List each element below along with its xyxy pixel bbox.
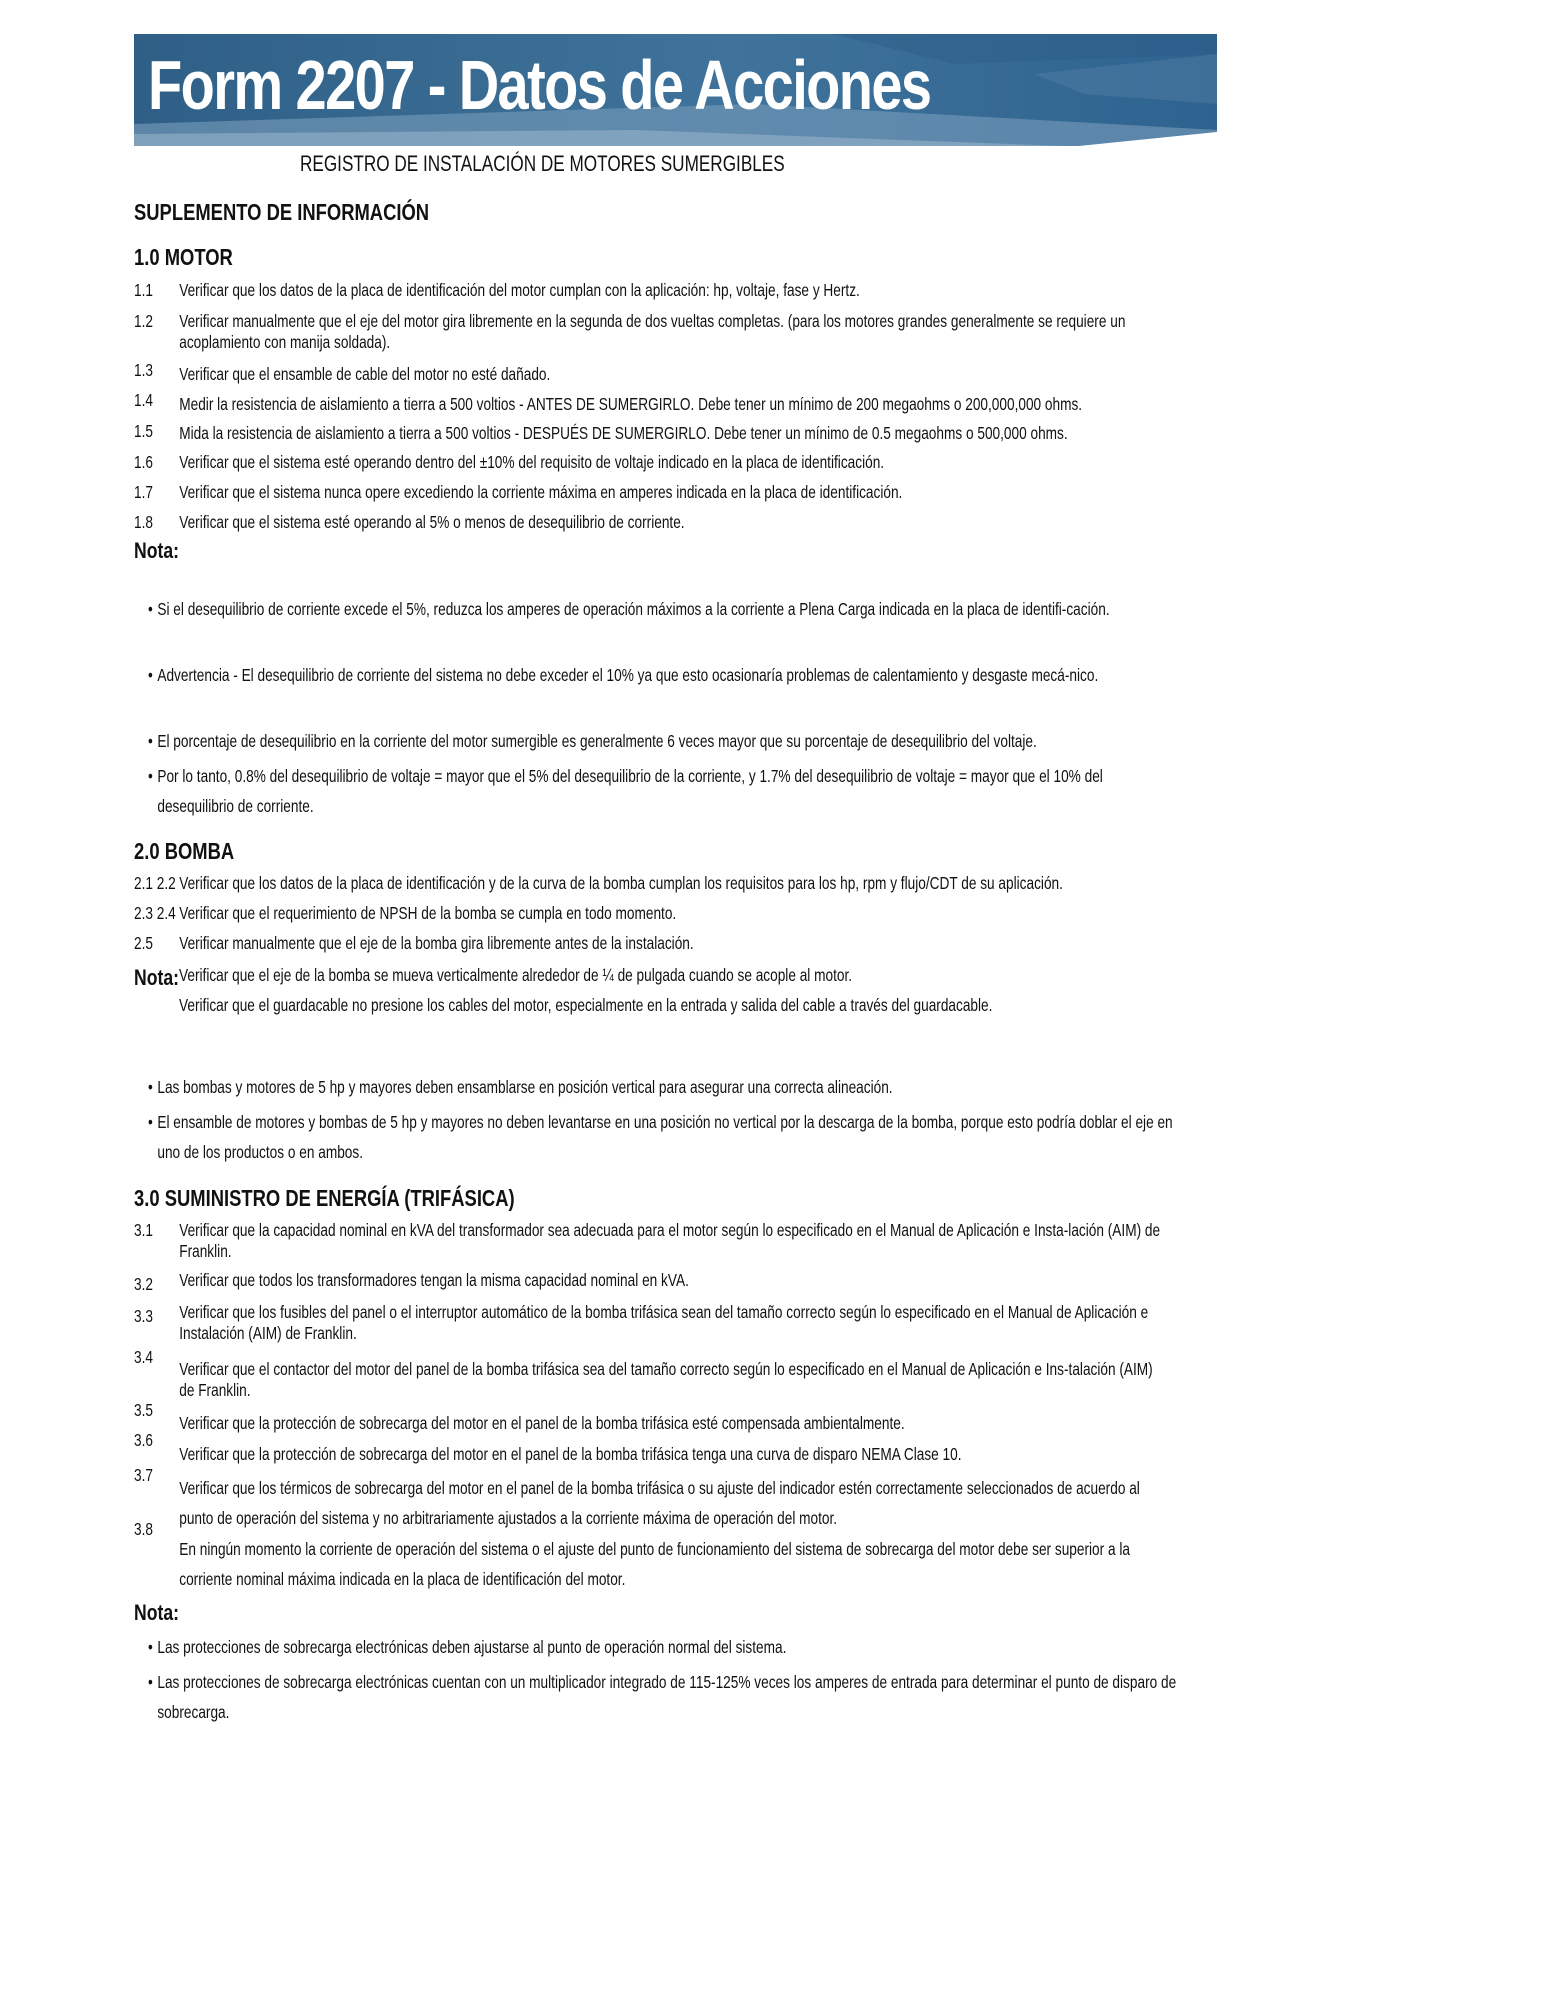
item-text: Verificar que la protección de sobrecarga del motor en el panel de la bomba trifásica tenga una curva de disparo NEMA Clase 10. [179, 1444, 962, 1464]
item-number: 1.2 [134, 311, 153, 331]
item-number: 2.3 2.4 [134, 903, 176, 923]
item-text: Verificar que los datos de la placa de identificación del motor cumplan con la aplicación: hp, voltaje, fase y Hertz. [179, 280, 860, 300]
power-note-label: Nota: [134, 1600, 179, 1625]
pump-check-line: Verificar que el eje de la bomba se mueva verticalmente alrededor de ¼ de pulgada cuando se acople al motor. [179, 965, 853, 985]
item-number: 3.8 [134, 1519, 153, 1539]
note-text: Si el desequilibrio de corriente excede el 5%, reduzca los amperes de operación máximos a la corriente a Plena Carga indicada en la placa de identifi-cación. [157, 599, 1110, 619]
item-number: 3.4 [134, 1347, 153, 1367]
item-text: Mida la resistencia de aislamiento a tierra a 500 voltios - DESPUÉS DE SUMERGIRLO. Debe tener un mínimo de 0.5 megaohms o 500,000 ohms. [179, 423, 1068, 443]
note-text: Advertencia - El desequilibrio de corriente del sistema no debe exceder el 10% ya que esto ocasionaría problemas de calentamiento y desgaste mecá-nico. [157, 665, 1099, 685]
item-number: 3.6 [134, 1430, 153, 1450]
item-text: Verificar manualmente que el eje del motor gira libremente en la segunda de dos vueltas completas. (para los motores grandes generalmente se requiere un acoplamiento con manija soldada). [179, 311, 1126, 352]
note-text: Las protecciones de sobrecarga electrónicas cuentan con un multiplicador integrado de 115-125% veces los amperes de entrada para determinar el punto de disparo de sobrecarga. [157, 1672, 1177, 1722]
item-text: Verificar que la protección de sobrecarga del motor en el panel de la bomba trifásica esté compensada ambientalmente. [179, 1413, 905, 1433]
item-number: 2.5 [134, 933, 153, 953]
form-title: Form 2207 - Datos de Acciones [148, 46, 931, 124]
item-text: Verificar que los fusibles del panel o el interruptor automático de la bomba trifásica sean del tamaño correcto según lo especificado en el Manual de Aplicación e Instalación (AIM) de Franklin. [179, 1302, 1149, 1343]
item-text: Verificar que todos los transformadores tengan la misma capacidad nominal en kVA. [179, 1270, 689, 1290]
note-text: Las bombas y motores de 5 hp y mayores deben ensamblarse en posición vertical para asegurar una correcta alineación. [157, 1077, 893, 1097]
item-text: Medir la resistencia de aislamiento a tierra a 500 voltios - ANTES DE SUMERGIRLO. Debe tener un mínimo de 200 megaohms o 200,000,000 ohms. [179, 394, 1083, 414]
header-banner [134, 34, 1217, 146]
item-text: Verificar que el sistema nunca opere excediendo la corriente máxima en amperes indicada en la placa de identificación. [179, 482, 903, 502]
item-text: Verificar manualmente que el eje de la bomba gira libremente antes de la instalación. [179, 933, 694, 953]
item-number: 1.8 [134, 512, 153, 532]
item-text: Verificar que los térmicos de sobrecarga del motor en el panel de la bomba trifásica o su ajuste del indicador estén correctamente seleccionados de acuerdo al punto de operación del sistema y no arbitrariamente ajustados a la corriente máxima de operación del motor. [179, 1478, 1140, 1528]
item-text: Verificar que los datos de la placa de identificación y de la curva de la bomba cumplan los requisitos para los hp, rpm y flujo/CDT de su aplicación. [179, 873, 1063, 893]
supplement-heading: SUPLEMENTO DE INFORMACIÓN [134, 199, 430, 225]
item-number: 1.6 [134, 452, 153, 472]
pump-note-label: Nota: [134, 965, 179, 990]
motor-note-label: Nota: [134, 538, 179, 563]
item-number: 1.3 [134, 360, 153, 380]
item-text: Verificar que el sistema esté operando al 5% o menos de desequilibrio de corriente. [179, 512, 685, 532]
item-text: En ningún momento la corriente de operación del sistema o el ajuste del punto de funcionamiento del sistema de sobrecarga del motor debe ser superior a la corriente nominal máxima indicada en la placa de identificación del motor. [179, 1539, 1130, 1589]
note-text: El ensamble de motores y bombas de 5 hp y mayores no deben levantarse en una posición no vertical por la descarga de la bomba, porque esto podría doblar el eje en uno de los productos o en ambos. [157, 1112, 1173, 1162]
item-text: Verificar que el sistema esté operando dentro del ±10% del requisito de voltaje indicado en la placa de identificación. [179, 452, 885, 472]
item-text: Verificar que el requerimiento de NPSH de la bomba se cumpla en todo momento. [179, 903, 677, 923]
item-number: 1.7 [134, 482, 153, 502]
item-number: 3.3 [134, 1306, 153, 1326]
note-text: El porcentaje de desequilibrio en la corriente del motor sumergible es generalmente 6 veces mayor que su porcentaje de desequilibrio del voltaje. [157, 731, 1037, 751]
item-text: Verificar que el contactor del motor del panel de la bomba trifásica sea del tamaño correcto según lo especificado en el Manual de Aplicación e Ins-talación (AIM) de Franklin. [179, 1359, 1153, 1400]
power-heading: 3.0 SUMINISTRO DE ENERGÍA (TRIFÁSICA) [134, 1185, 515, 1211]
item-number: 3.7 [134, 1465, 153, 1485]
item-number: 3.5 [134, 1400, 153, 1420]
motor-heading: 1.0 MOTOR [134, 244, 233, 270]
item-number: 1.1 [134, 280, 153, 300]
form-subtitle: REGISTRO DE INSTALACIÓN DE MOTORES SUMERGIBLES [300, 151, 785, 176]
item-text: Verificar que la capacidad nominal en kVA del transformador sea adecuada para el motor según lo especificado en el Manual de Aplicación e Insta-lación (AIM) de Franklin. [179, 1220, 1161, 1261]
note-text: Por lo tanto, 0.8% del desequilibrio de voltaje = mayor que el 5% del desequilibrio de la corriente, y 1.7% del desequilibrio de voltaje = mayor que el 10% del desequilibrio de corriente. [157, 766, 1103, 816]
item-number: 2.1 2.2 [134, 873, 176, 893]
note-text: Las protecciones de sobrecarga electrónicas deben ajustarse al punto de operación normal del sistema. [157, 1637, 787, 1657]
item-number: 3.1 [134, 1220, 153, 1240]
item-number: 1.5 [134, 421, 153, 441]
pump-heading: 2.0 BOMBA [134, 838, 235, 864]
item-text: Verificar que el ensamble de cable del motor no esté dañado. [179, 364, 551, 384]
item-number: 3.2 [134, 1274, 153, 1294]
item-number: 1.4 [134, 390, 153, 410]
pump-check-line: Verificar que el guardacable no presione los cables del motor, especialmente en la entrada y salida del cable a través del guardacable. [179, 995, 993, 1015]
